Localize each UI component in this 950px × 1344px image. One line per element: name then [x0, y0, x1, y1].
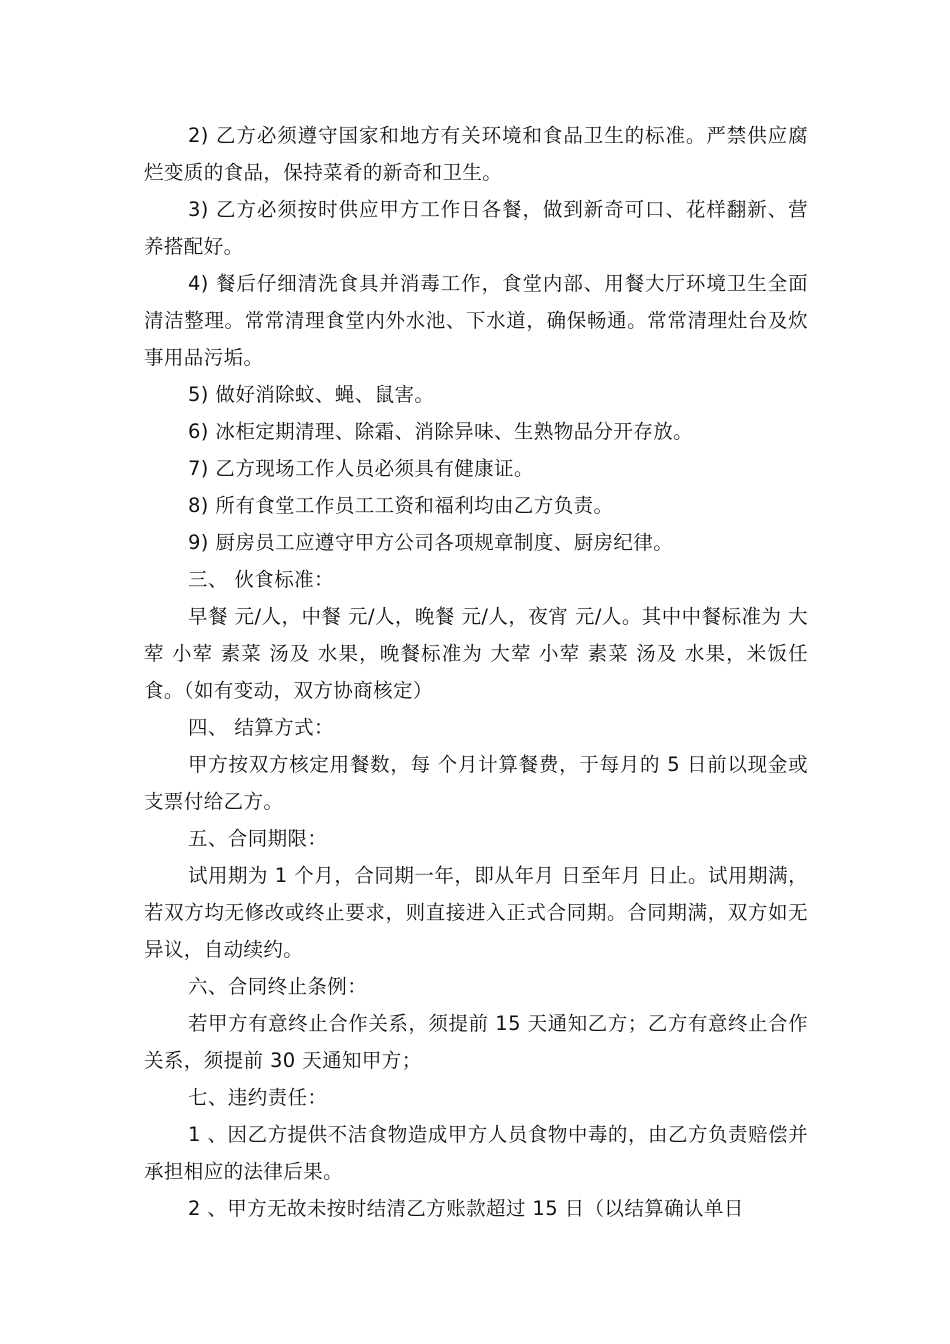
document-body [144, 117, 808, 1227]
section-heading-liability: 七、违约责任： [188, 1086, 328, 1109]
paragraph-item-2: 2) 乙方必须遵守国家和地方有关环境和食品卫生的标准。严禁供应腐烂变质的食品，保持菜肴的新奇和卫生。 [144, 124, 808, 184]
section-heading-contract-term: 五、合同期限： [188, 827, 328, 850]
section-heading-termination: 六、合同终止条例： [188, 975, 368, 998]
paragraph-liability-2: 2 、甲方无故未按时结清乙方账款超过 15 日（以结算确认单日 [188, 1197, 744, 1220]
paragraph-item-5: 5) 做好消除蚊、蝇、鼠害。 [188, 383, 435, 406]
paragraph-meal-standard: 早餐 元/人，中餐 元/人，晚餐 元/人，夜宵 元/人。其中中餐标准为 大荤 小荤 素菜 汤及 水果，晚餐标准为 大荤 小荤 素菜 汤及 水果，米饭任食。（如有变动，双方协商核定） [144, 605, 808, 702]
section-heading-meal-standard: 三、 伙食标准： [188, 568, 334, 591]
paragraph-item-8: 8) 所有食堂工作员工工资和福利均由乙方负责。 [188, 494, 614, 517]
paragraph-item-4: 4) 餐后仔细清洗食具并消毒工作，食堂内部、用餐大厅环境卫生全面清洁整理。常常清理食堂内外水池、下水道，确保畅通。常常清理灶台及炊事用品污垢。 [144, 272, 808, 369]
section-heading-settlement: 四、 结算方式： [188, 716, 334, 739]
paragraph-item-7: 7) 乙方现场工作人员必须具有健康证。 [188, 457, 534, 480]
paragraph-item-3: 3) 乙方必须按时供应甲方工作日各餐，做到新奇可口、花样翻新、营养搭配好。 [144, 198, 808, 258]
paragraph-liability-1: 1 、因乙方提供不洁食物造成甲方人员食物中毒的，由乙方负责赔偿并承担相应的法律后果。 [144, 1123, 808, 1183]
paragraph-contract-term: 试用期为 1 个月，合同期一年，即从年月 日至年月 日止。试用期满，若双方均无修改或终止要求，则直接进入正式合同期。合同期满，双方如无异议，自动续约。 [144, 864, 808, 961]
paragraph-settlement: 甲方按双方核定用餐数，每 个月计算餐费，于每月的 5 日前以现金或支票付给乙方。 [144, 753, 808, 813]
paragraph-termination: 若甲方有意终止合作关系，须提前 15 天通知乙方；乙方有意终止合作关系，须提前 30 天通知甲方； [144, 1012, 808, 1072]
paragraph-item-9: 9) 厨房员工应遵守甲方公司各项规章制度、厨房纪律。 [188, 531, 674, 554]
paragraph-item-6: 6) 冰柜定期清理、除霜、消除异味、生熟物品分开存放。 [188, 420, 694, 443]
